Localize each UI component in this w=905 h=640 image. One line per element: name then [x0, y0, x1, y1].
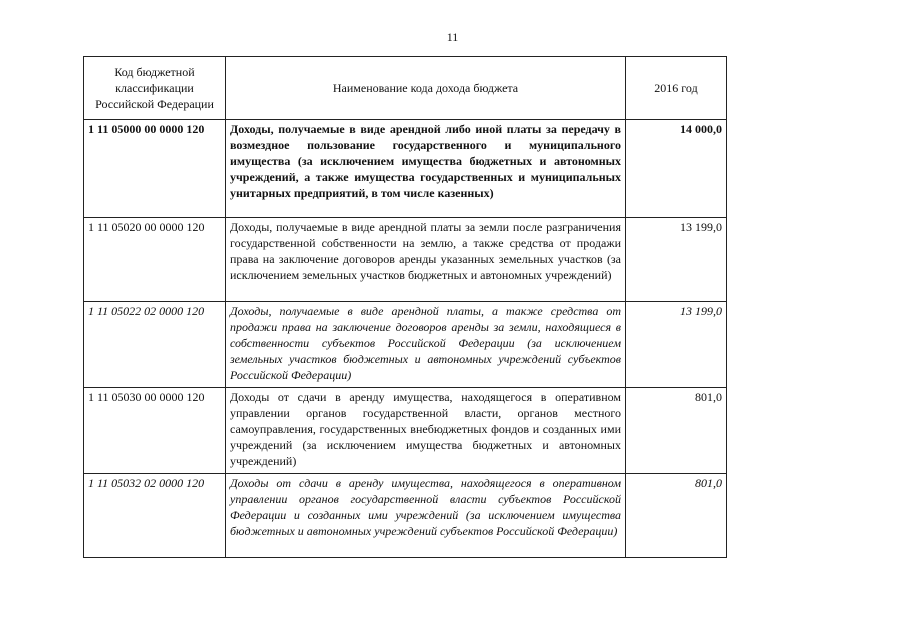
row-name: Доходы от сдачи в аренду имущества, находящегося в оперативном управлении органов государственной власти субъектов Российской Федерации и созданных ими учреждений (за исключением имущества бюджетных и автономных учреждений субъектов Российской Федерации) [226, 474, 626, 558]
row-name: Доходы, получаемые в виде арендной либо иной платы за передачу в возмездное пользование государственного и муниципального имущества (за исключением имущества бюджетных и автономных учреждений, а также имущества государственных и муниципальных унитарных предприятий, в том числе казенных) [226, 120, 626, 218]
row-code: 1 11 05022 02 0000 120 [84, 302, 226, 388]
table-row [84, 302, 727, 388]
budget-revenue-table [83, 56, 727, 558]
header-name: Наименование кода дохода бюджета [226, 57, 626, 120]
table-row [84, 388, 727, 474]
header-year: 2016 год [626, 57, 727, 120]
table-row [84, 218, 727, 302]
row-name: Доходы от сдачи в аренду имущества, находящегося в оперативном управлении органов государственной власти, органов местного самоуправления, государственных внебюджетных фондов и созданных ими учреждений (за исключением имущества бюджетных и автономных учреждений) [226, 388, 626, 474]
row-amount: 13 199,0 [626, 302, 727, 388]
row-code: 1 11 05032 02 0000 120 [84, 474, 226, 558]
row-amount: 801,0 [626, 474, 727, 558]
row-amount: 14 000,0 [626, 120, 727, 218]
table-header-row [84, 57, 727, 120]
row-name: Доходы, получаемые в виде арендной платы, а также средства от продажи права на заключение договоров аренды за земли, находящиеся в собственности субъектов Российской Федерации (за исключением земельных участков бюджетных и автономных учреждений субъектов Российской Федерации) [226, 302, 626, 388]
header-code: Код бюджетной классификации Российской Федерации [84, 57, 226, 120]
page-number: 11 [446, 30, 459, 44]
row-amount: 13 199,0 [626, 218, 727, 302]
row-code: 1 11 05000 00 0000 120 [84, 120, 226, 218]
row-code: 1 11 05020 00 0000 120 [84, 218, 226, 302]
table-row [84, 474, 727, 558]
row-name: Доходы, получаемые в виде арендной платы за земли после разграничения государственной собственности на землю, а также средства от продажи права на заключение договоров аренды указанных земельных участков (за исключением земельных участков бюджетных и автономных учреждений) [226, 218, 626, 302]
table-row [84, 120, 727, 218]
row-amount: 801,0 [626, 388, 727, 474]
row-code: 1 11 05030 00 0000 120 [84, 388, 226, 474]
